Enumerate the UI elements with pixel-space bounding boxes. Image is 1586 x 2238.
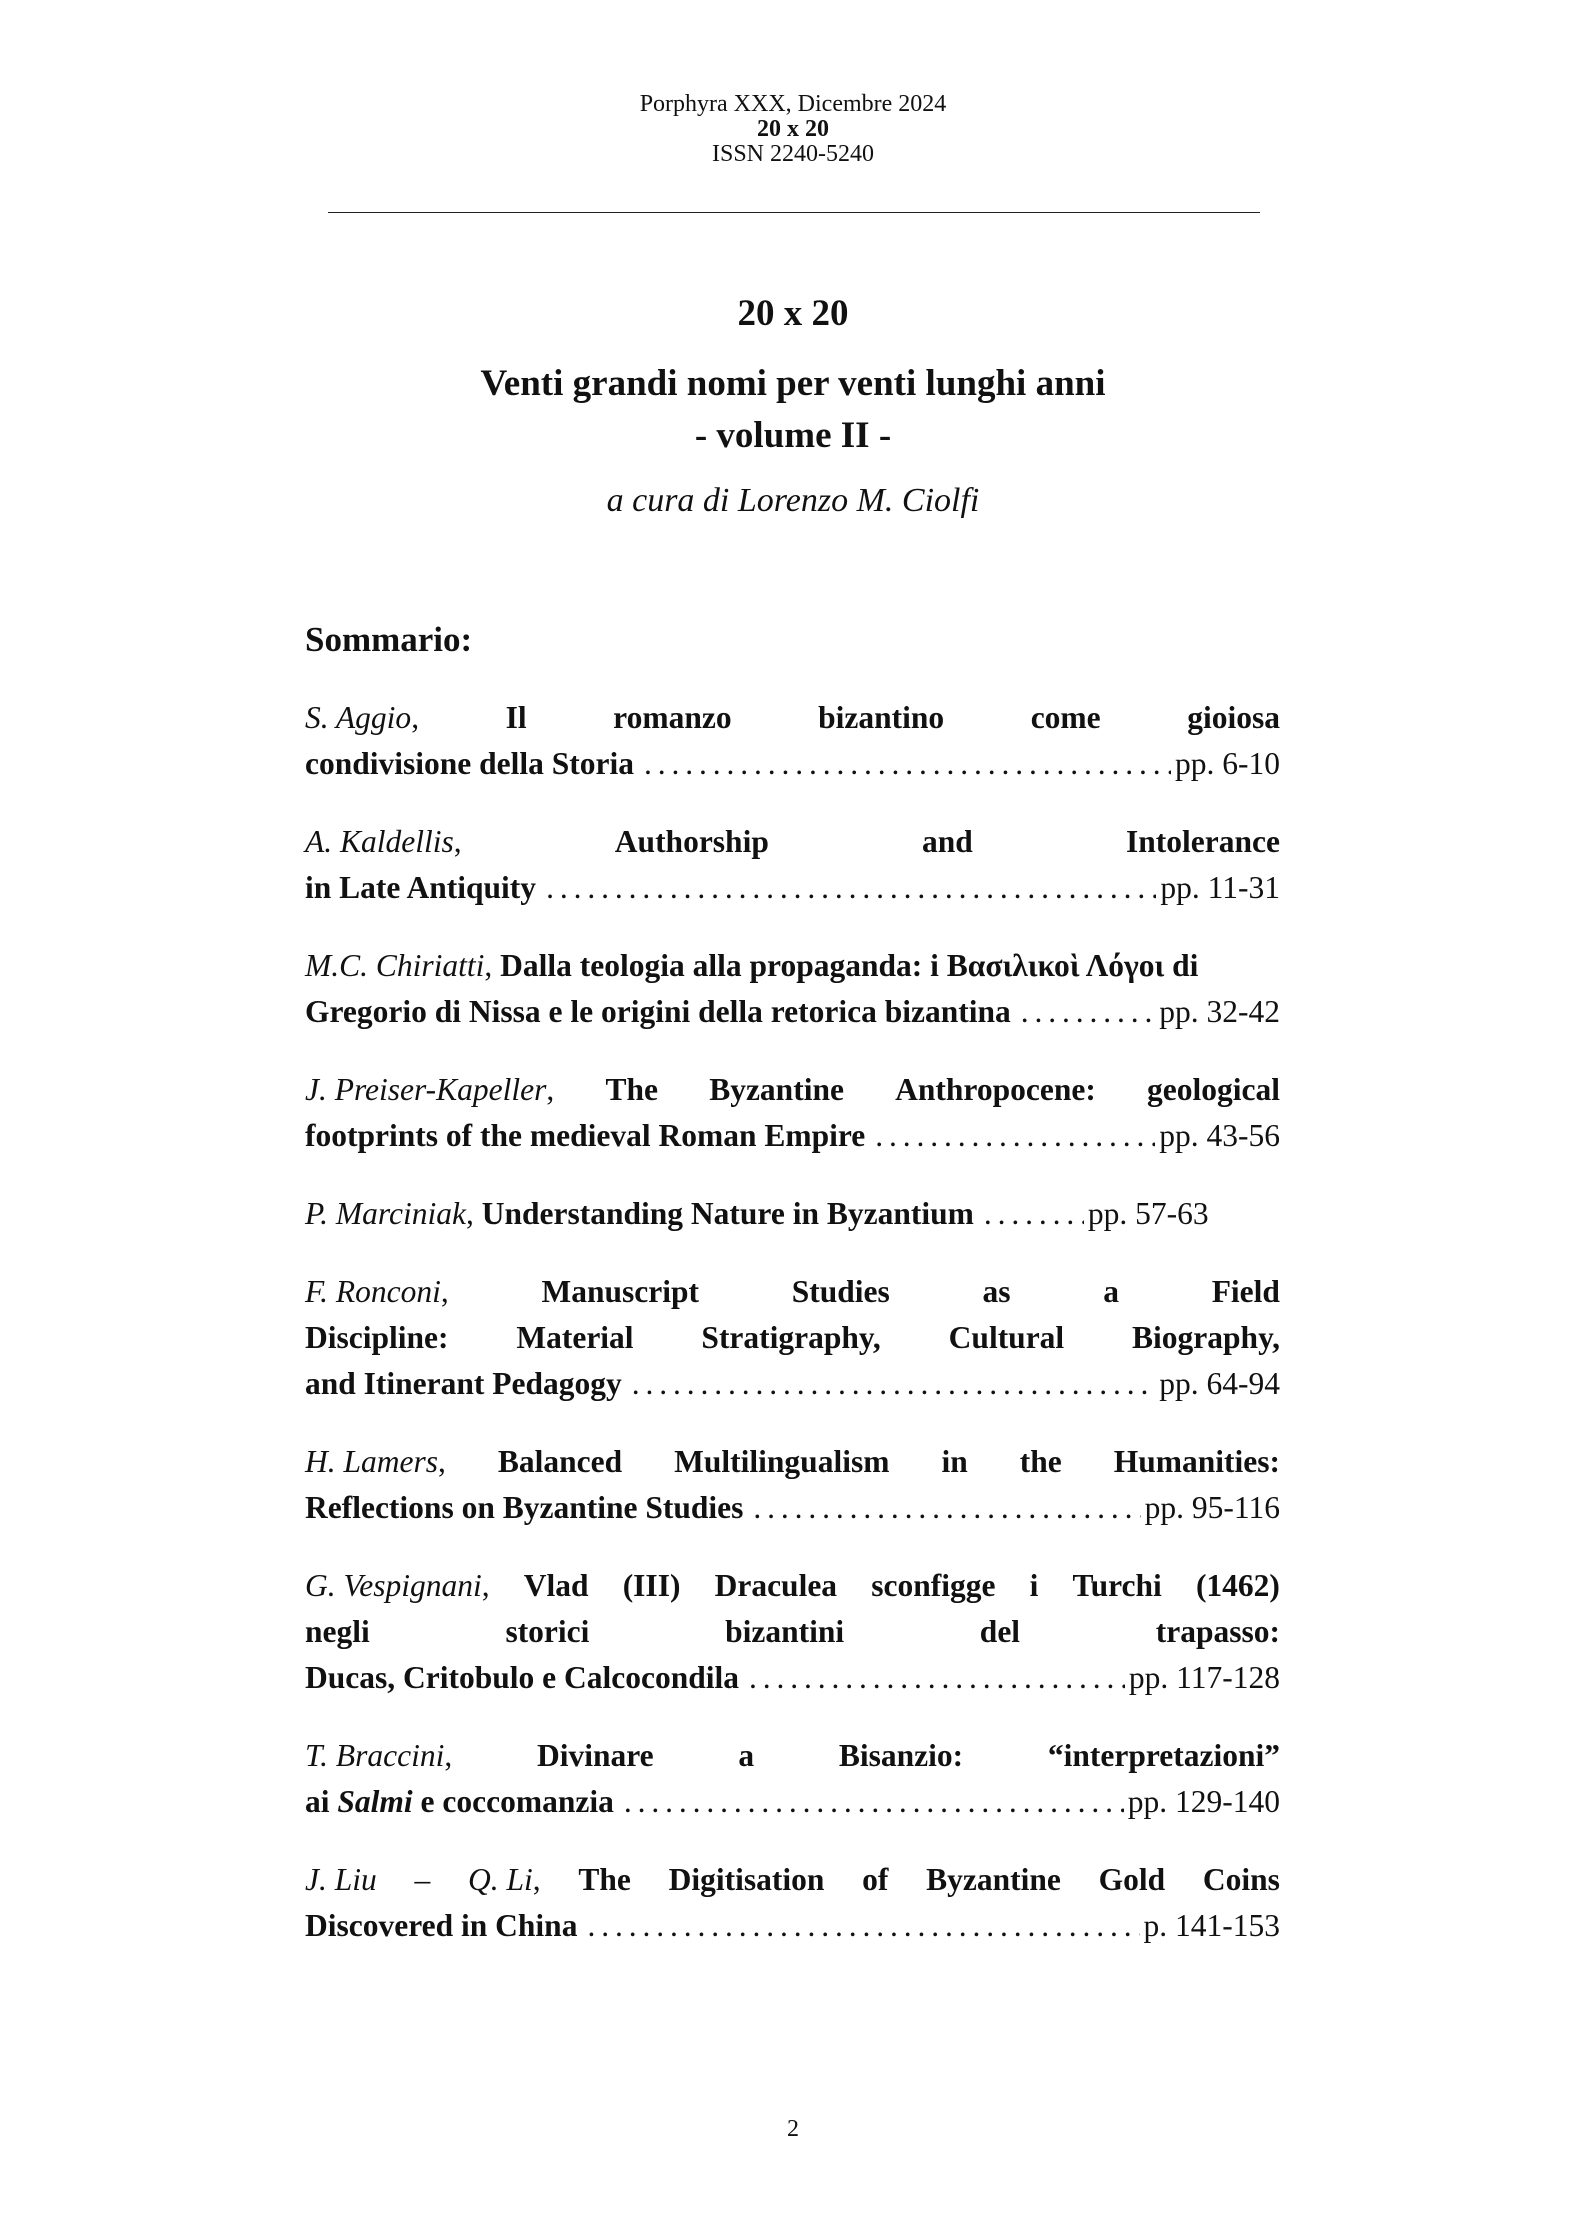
entry-author: F. Ronconi xyxy=(305,1274,441,1309)
toc-entry xyxy=(305,1439,1280,1531)
entry-author: M.C. Chiriatti xyxy=(305,948,485,983)
entry-author: H. Lamers xyxy=(305,1444,439,1479)
issn: ISSN 2240-5240 xyxy=(711,141,874,167)
toc-entry xyxy=(305,1857,1280,1949)
entry-title: footprints of the medieval Roman Empire xyxy=(305,1118,866,1153)
entry-pages: pp. 43-56 xyxy=(1159,1118,1280,1153)
toc-entry xyxy=(305,1067,1280,1159)
dot-leader xyxy=(984,1191,1084,1237)
dot-leader xyxy=(546,865,1156,911)
running-header xyxy=(0,92,1586,167)
toc-line: negli storici bizantini del trapasso: xyxy=(305,1614,1280,1649)
entry-title: Gregorio di Nissa e le origini della retorica bizantina xyxy=(305,994,1011,1029)
entry-title: ai Salmi e coccomanzia xyxy=(305,1784,614,1819)
toc-line: A. Kaldellis, Authorship and Intolerance xyxy=(305,819,1280,865)
dot-leader xyxy=(1021,989,1155,1035)
entry-author: S. Aggio xyxy=(305,700,412,735)
dot-leader xyxy=(632,1361,1155,1407)
toc-entry xyxy=(305,1269,1280,1407)
toc-entry xyxy=(305,943,1280,1035)
entry-title: in Late Antiquity xyxy=(305,870,537,905)
entry-pages: pp. 129-140 xyxy=(1127,1784,1280,1819)
page-title: 20 x 20 xyxy=(737,293,849,334)
toc-line: F. Ronconi, Manuscript Studies as a Field xyxy=(305,1269,1280,1315)
toc-line: Discipline: Material Stratigraphy, Cultural Biography, xyxy=(305,1320,1280,1355)
toc-line: J. Liu – Q. Li, The Digitisation of Byzantine Gold Coins xyxy=(305,1857,1280,1903)
dot-leader xyxy=(749,1655,1125,1701)
entry-author: T. Braccini xyxy=(305,1738,445,1773)
toc-line: H. Lamers, Balanced Multilingualism in the Humanities: xyxy=(305,1439,1280,1485)
dot-leader xyxy=(624,1779,1124,1825)
entry-author: P. Marciniak xyxy=(305,1196,466,1231)
entry-title: Dalla teologia alla propaganda: i Βασιλικοὶ Λόγοι di xyxy=(500,948,1199,983)
entry-author: G. Vespignani xyxy=(305,1568,482,1603)
volume-subtitle xyxy=(0,358,1586,462)
toc-line xyxy=(305,989,1280,1035)
toc-line: P. Marciniak , Understanding Nature in Byzantium . . . pp. 57-63 xyxy=(305,1191,1280,1237)
dot-leader xyxy=(753,1485,1140,1531)
toc-line: G. Vespignani, Vlad (III) Draculea sconfigge i Turchi (1462) xyxy=(305,1563,1280,1609)
subtitle-line-1: Venti grandi nomi per venti lunghi anni xyxy=(480,363,1106,404)
toc-entry xyxy=(305,1191,1280,1237)
entry-title: condivisione della Storia xyxy=(305,746,635,781)
table-of-contents xyxy=(305,695,1280,1981)
toc-line xyxy=(305,741,1280,787)
header-title: 20 x 20 xyxy=(757,116,829,142)
entry-author: J. Preiser-Kapeller xyxy=(305,1072,547,1107)
toc-line xyxy=(305,1655,1280,1701)
entry-title: and Itinerant Pedagogy xyxy=(305,1366,622,1401)
page-number: 2 xyxy=(787,2116,799,2142)
toc-entry xyxy=(305,695,1280,787)
toc-line: T. Braccini, Divinare a Bisanzio: “interpretazioni” xyxy=(305,1733,1280,1779)
entry-title: Understanding Nature in Byzantium xyxy=(481,1196,974,1231)
toc-line: S. Aggio, Il romanzo bizantino come gioiosa xyxy=(305,695,1280,741)
header-rule xyxy=(328,212,1260,213)
toc-line xyxy=(305,1485,1280,1531)
entry-title: Discovered in China xyxy=(305,1908,578,1943)
entry-pages: pp. 11-31 xyxy=(1160,870,1280,905)
toc-entry xyxy=(305,819,1280,911)
entry-pages: pp. 117-128 xyxy=(1128,1660,1280,1695)
toc-line: M.C. Chiriatti , Dalla teologia alla propaganda: i Βασιλικοὶ Λόγοι di xyxy=(305,943,1280,989)
entry-title: Ducas, Critobulo e Calcocondila xyxy=(305,1660,740,1695)
dot-leader xyxy=(644,741,1171,787)
entry-title: Reflections on Byzantine Studies xyxy=(305,1490,744,1525)
toc-entry xyxy=(305,1733,1280,1825)
toc-line: J. Preiser-Kapeller, The Byzantine Anthropocene: geological xyxy=(305,1067,1280,1113)
entry-author: Q. Li xyxy=(467,1862,533,1897)
toc-line xyxy=(305,1361,1280,1407)
entry-pages: pp. 57-63 xyxy=(1087,1196,1209,1231)
entry-pages: p. 141-153 xyxy=(1143,1908,1280,1943)
entry-pages: pp. 95-116 xyxy=(1144,1490,1280,1525)
subtitle-line-2: - volume II - xyxy=(694,415,892,456)
toc-line xyxy=(305,1113,1280,1159)
toc-line xyxy=(305,865,1280,911)
dot-leader xyxy=(587,1903,1139,1949)
editor-credit: a cura di Lorenzo M. Ciolfi xyxy=(606,482,980,519)
journal-issue: Porphyra XXX, Dicembre 2024 xyxy=(639,91,947,117)
entry-author: A. Kaldellis xyxy=(305,824,454,859)
toc-line xyxy=(305,1903,1280,1949)
dot-leader xyxy=(875,1113,1155,1159)
entry-pages: pp. 6-10 xyxy=(1175,746,1280,781)
toc-line xyxy=(305,1779,1280,1825)
toc-entry xyxy=(305,1563,1280,1701)
summary-heading: Sommario: xyxy=(305,620,473,659)
entry-pages: pp. 64-94 xyxy=(1159,1366,1280,1401)
entry-pages: pp. 32-42 xyxy=(1159,994,1280,1029)
entry-author: J. Liu xyxy=(305,1862,377,1897)
